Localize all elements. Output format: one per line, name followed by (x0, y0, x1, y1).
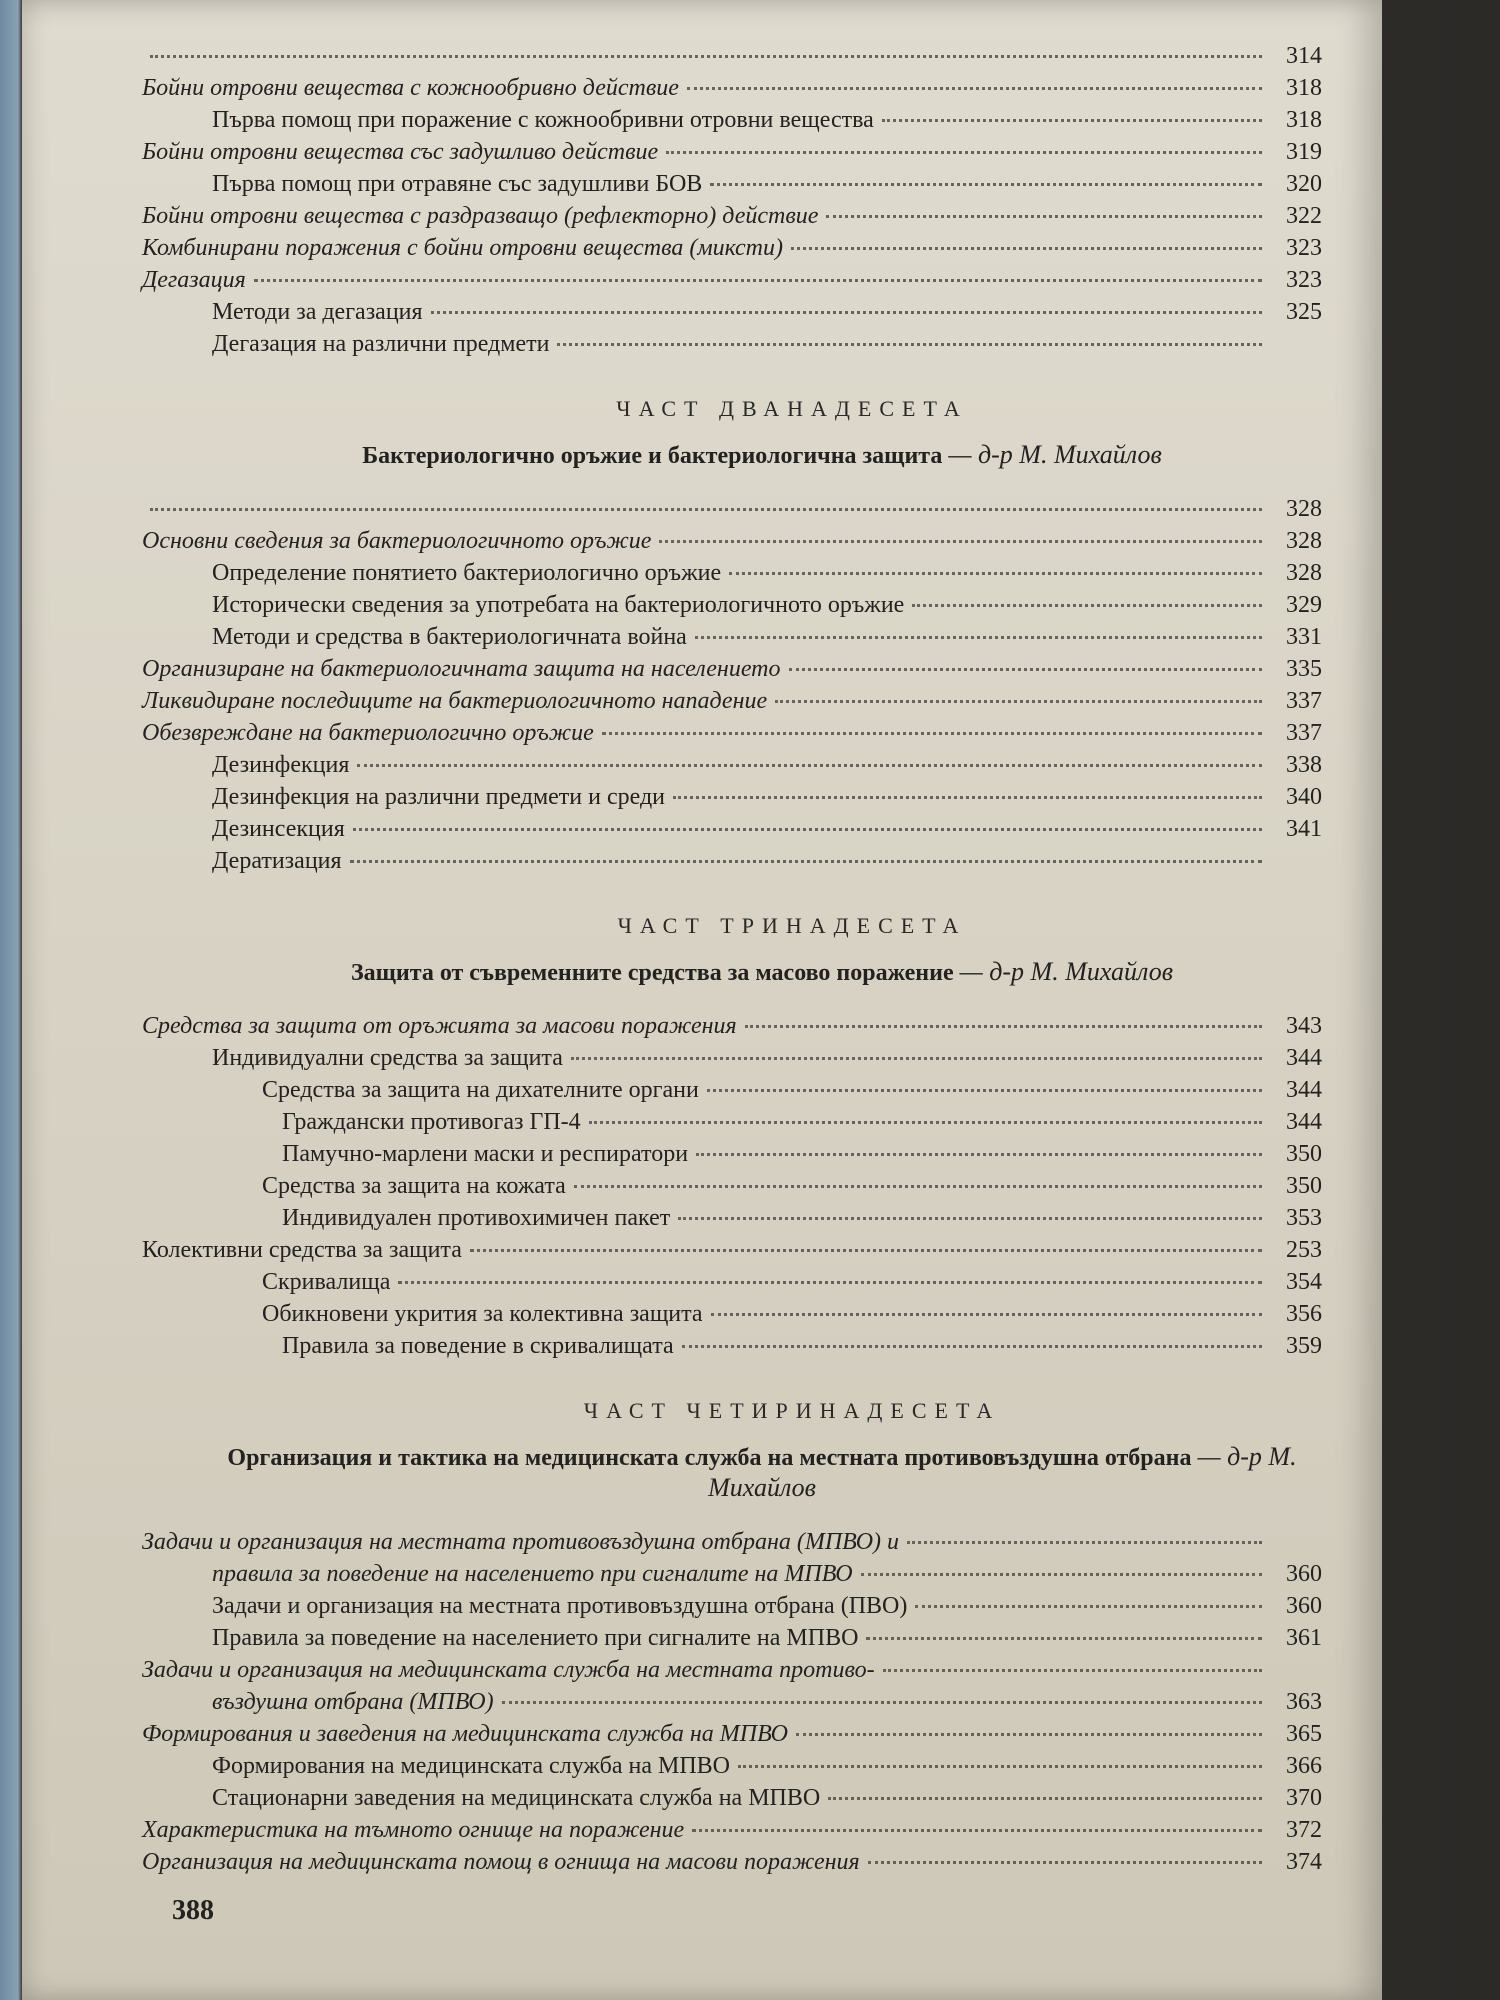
toc-entry-label: Исторически сведения за употребата на бактериологичното оръжие (212, 592, 905, 618)
toc-entry (142, 1202, 1322, 1234)
toc-entry (142, 1590, 1322, 1622)
toc-entry-page: 344 (1286, 1077, 1322, 1103)
toc-entry (142, 557, 1322, 589)
toc-entry-page: 366 (1286, 1753, 1322, 1779)
part-14-title: Организация и тактика на медицинската служба на местната противовъздушна отбрана (227, 1445, 1192, 1471)
toc-leader-dots (711, 1312, 1262, 1316)
part-14-heading: ЧАСТ ЧЕТИРИНАДЕСЕТА (583, 1398, 1001, 1423)
toc-entry-label: Бойни отровни вещества със задушливо действие (142, 139, 659, 165)
table-of-contents (142, 40, 1322, 1960)
toc-entry-label: Стационарни заведения на медицинската служба на МПВО (212, 1785, 821, 1811)
toc-leader-dots (357, 763, 1262, 767)
toc-leader-dots (687, 86, 1262, 90)
toc-entry-label: въздушна отбрана (МПВО) (212, 1689, 494, 1715)
toc-entry-page: 360 (1286, 1561, 1322, 1587)
toc-leader-dots (431, 310, 1262, 314)
toc-entry (142, 1170, 1322, 1202)
toc-entry (142, 232, 1322, 264)
toc-leader-dots (828, 1796, 1262, 1800)
toc-entry-label: Задачи и организация на местната противовъздушна отбрана (МПВО) и (142, 1529, 900, 1555)
toc-entry-page: 319 (1286, 139, 1322, 165)
toc-entry-page: 370 (1286, 1785, 1322, 1811)
toc-entry (142, 653, 1322, 685)
toc-leader-dots (710, 182, 1262, 186)
toc-entry (142, 621, 1322, 653)
toc-entry-page: 353 (1286, 1205, 1322, 1231)
toc-leader-dots (775, 699, 1262, 703)
toc-entry-label: Първа помощ при отравяне със задушливи БОВ (212, 171, 703, 197)
toc-entry-label: Характеристика на тъмното огнище на поражение (142, 1817, 685, 1843)
toc-entry-label: Задачи и организация на местната противовъздушна отбрана (ПВО) (212, 1593, 908, 1619)
toc-entry-page: 340 (1286, 784, 1322, 810)
toc-entry (142, 781, 1322, 813)
part-13-heading: ЧАСТ ТРИНАДЕСЕТА (617, 913, 967, 938)
toc-entry (142, 1042, 1322, 1074)
toc-leader-dots (695, 635, 1262, 639)
toc-entry (142, 168, 1322, 200)
toc-entry (142, 1106, 1322, 1138)
toc-entry-page: 335 (1286, 656, 1322, 682)
toc-entry (142, 72, 1322, 104)
toc-entry (142, 1622, 1322, 1654)
toc-entry (142, 717, 1322, 749)
toc-entry (142, 1074, 1322, 1106)
toc-entry-label: Обезвреждане на бактериологично оръжие (142, 720, 594, 746)
toc-entry-page: 350 (1286, 1141, 1322, 1167)
part-12-section (142, 396, 1322, 877)
toc-entry-page: 323 (1286, 267, 1322, 293)
toc-entry (142, 525, 1322, 557)
toc-entry-page: 320 (1286, 171, 1322, 197)
toc-leader-dots (915, 1604, 1262, 1608)
toc-entry-label: Дегазация (142, 267, 246, 293)
toc-entry-label: Комбинирани поражения с бойни отровни вещества (миксти) (142, 235, 783, 261)
toc-entry-label: Индивидуални средства за защита (212, 1045, 563, 1071)
toc-entry-label: Организация на медицинската помощ в огнища на масови поражения (142, 1849, 860, 1875)
toc-entry-page: 328 (1286, 560, 1322, 586)
part-12-author: — д-р М. Михайлов (948, 440, 1162, 469)
toc-entry-page: 328 (1286, 528, 1322, 554)
toc-entry-label: Методи и средства в бактериологичната война (212, 624, 687, 650)
toc-entry (142, 1686, 1322, 1718)
toc-entry-page: 337 (1286, 720, 1322, 746)
toc-entry-page: 343 (1286, 1013, 1322, 1039)
toc-leader-dots (571, 1056, 1262, 1060)
toc-entry-label: правила за поведение на населението при сигналите на МПВО (212, 1561, 853, 1587)
toc-leader-dots (557, 342, 1262, 346)
toc-entry-page: 325 (1286, 299, 1322, 325)
toc-entry-label: Средства за защита от оръжията за масови поражения (142, 1013, 737, 1039)
toc-leader-dots (912, 603, 1262, 607)
toc-entry (142, 1330, 1322, 1362)
toc-entry (142, 264, 1322, 296)
toc-leader-dots (659, 539, 1262, 543)
toc-leader-dots (789, 667, 1263, 671)
toc-leader-dots (398, 1280, 1262, 1284)
toc-entry-page: 356 (1286, 1301, 1322, 1327)
toc-entry-label: Формирования и заведения на медицинската служба на МПВО (142, 1721, 788, 1747)
toc-entry-page: 318 (1286, 107, 1322, 133)
toc-entry (142, 1654, 1322, 1686)
toc-entry-label: Средства за защита на дихателните органи (262, 1077, 699, 1103)
toc-entry (142, 1138, 1322, 1170)
toc-leader-dots (868, 1860, 1262, 1864)
toc-entry (142, 1558, 1322, 1590)
part-13-section (142, 913, 1322, 1362)
toc-leader-dots (678, 1216, 1262, 1220)
toc-entry-label: Първа помощ при поражение с кожнообривни отровни вещества (212, 107, 874, 133)
toc-entry-page: 361 (1286, 1625, 1322, 1651)
toc-entry-page: 322 (1286, 203, 1322, 229)
toc-entry-page: 337 (1286, 688, 1322, 714)
part-14-author: — д-р М. Михайлов (708, 1442, 1297, 1502)
part-14-entry-list (142, 1526, 1322, 1878)
part-13-entry-list (142, 1010, 1322, 1362)
toc-leader-dots (796, 1732, 1262, 1736)
top-entry-list (142, 40, 1322, 360)
toc-entry (142, 104, 1322, 136)
toc-entry-label: Дезинсекция (212, 816, 345, 842)
toc-leader-dots (353, 827, 1262, 831)
toc-entry-label: Средства за защита на кожата (262, 1173, 566, 1199)
toc-leader-dots (826, 214, 1262, 218)
toc-leader-dots (861, 1572, 1262, 1576)
toc-entry (142, 296, 1322, 328)
toc-entry-page: 350 (1286, 1173, 1322, 1199)
toc-entry-label: Дезинфекция (212, 752, 350, 778)
toc-entry (142, 813, 1322, 845)
toc-entry-label: Задачи и организация на медицинската служба на местната противо- (142, 1657, 875, 1683)
toc-entry-page: 360 (1286, 1593, 1322, 1619)
toc-entry-page: 331 (1286, 624, 1322, 650)
toc-entry (142, 493, 1322, 525)
page-number: 388 (172, 1895, 214, 1926)
toc-entry-page: 328 (1286, 496, 1322, 522)
toc-leader-dots (696, 1152, 1262, 1156)
part-13-author: — д-р М. Михайлов (959, 957, 1173, 986)
toc-entry-label: Правила за поведение на населението при сигналите на МПВО (212, 1625, 859, 1651)
toc-entry-page: 341 (1286, 816, 1322, 842)
toc-leader-dots (150, 54, 1262, 58)
toc-entry-page: 354 (1286, 1269, 1322, 1295)
toc-entry-label: Бойни отровни вещества с раздразващо (рефлекторно) действие (142, 203, 819, 229)
toc-entry (142, 200, 1322, 232)
toc-leader-dots (692, 1828, 1262, 1832)
toc-entry-label: Скривалища (262, 1269, 391, 1295)
toc-leader-dots (150, 507, 1262, 511)
toc-entry-label: Бойни отровни вещества с кожнообривно действие (142, 75, 679, 101)
toc-entry-label: Обикновени укрития за колективна защита (262, 1301, 703, 1327)
part-12-title-line (202, 440, 1322, 471)
toc-entry-label: Колективни средства за защита (142, 1237, 462, 1263)
toc-entry-page: 374 (1286, 1849, 1322, 1875)
toc-entry-label: Граждански противогаз ГП-4 (282, 1109, 581, 1135)
part-13-title: Защита от съвременните средства за масово поражение (350, 960, 954, 986)
part-14-title-line (202, 1442, 1322, 1504)
toc-entry-page: 318 (1286, 75, 1322, 101)
toc-entry-page: 344 (1286, 1109, 1322, 1135)
toc-entry-label: Дератизация (212, 848, 342, 874)
toc-leader-dots (589, 1120, 1262, 1124)
toc-entry-page: 365 (1286, 1721, 1322, 1747)
part-12-title: Бактериологично оръжие и бактериологична защита (362, 443, 943, 469)
toc-entry (142, 1010, 1322, 1042)
toc-leader-dots (682, 1344, 1262, 1348)
toc-entry-label: Методи за дегазация (212, 299, 423, 325)
toc-top-section (142, 40, 1322, 360)
toc-entry (142, 328, 1322, 360)
toc-leader-dots (866, 1636, 1262, 1640)
part-14-section (142, 1398, 1322, 1878)
toc-leader-dots (729, 571, 1262, 575)
toc-entry (142, 1266, 1322, 1298)
toc-entry-label: Индивидуален противохимичен пакет (282, 1205, 671, 1231)
toc-entry-label: Дегазация на различни предмети (212, 331, 550, 357)
toc-leader-dots (738, 1764, 1262, 1768)
toc-leader-dots (907, 1540, 1262, 1544)
toc-leader-dots (791, 246, 1262, 250)
toc-leader-dots (666, 150, 1262, 154)
toc-entry-page: 338 (1286, 752, 1322, 778)
toc-entry (142, 1814, 1322, 1846)
toc-entry-page: 314 (1286, 43, 1322, 69)
toc-leader-dots (882, 118, 1262, 122)
toc-entry-label: Формирования на медицинската служба на МПВО (212, 1753, 730, 1779)
toc-entry-page: 363 (1286, 1689, 1322, 1715)
toc-entry (142, 1846, 1322, 1878)
toc-entry-label: Дезинфекция на различни предмети и среди (212, 784, 666, 810)
toc-entry (142, 1718, 1322, 1750)
toc-entry (142, 589, 1322, 621)
toc-leader-dots (502, 1700, 1262, 1704)
toc-entry (142, 749, 1322, 781)
toc-entry (142, 1750, 1322, 1782)
toc-entry (142, 1526, 1322, 1558)
toc-entry-page: 372 (1286, 1817, 1322, 1843)
toc-entry (142, 1782, 1322, 1814)
toc-leader-dots (470, 1248, 1262, 1252)
toc-leader-dots (673, 795, 1262, 799)
toc-entry-page: 253 (1286, 1237, 1322, 1263)
part-12-heading: ЧАСТ ДВАНАДЕСЕТА (616, 396, 968, 421)
toc-entry (142, 1234, 1322, 1266)
toc-leader-dots (883, 1668, 1262, 1672)
toc-entry-label: Памучно-марлени маски и респиратори (282, 1141, 689, 1167)
toc-entry (142, 1298, 1322, 1330)
toc-leader-dots (254, 278, 1262, 282)
toc-entry-label: Основни сведения за бактериологичното оръжие (142, 528, 652, 554)
toc-leader-dots (707, 1088, 1262, 1092)
toc-leader-dots (602, 731, 1262, 735)
toc-entry-label: Определение понятието бактериологично оръжие (212, 560, 722, 586)
part-12-entry-list (142, 493, 1322, 877)
toc-entry-page: 344 (1286, 1045, 1322, 1071)
toc-entry (142, 685, 1322, 717)
toc-leader-dots (745, 1024, 1262, 1028)
part-13-title-line (202, 957, 1322, 988)
toc-leader-dots (574, 1184, 1262, 1188)
toc-entry-page: 323 (1286, 235, 1322, 261)
toc-entry-label: Ликвидиране последиците на бактериологичното нападение (142, 688, 768, 714)
toc-entry-page: 329 (1286, 592, 1322, 618)
toc-entry-page: 359 (1286, 1333, 1322, 1359)
toc-entry (142, 136, 1322, 168)
book-page (22, 0, 1382, 2000)
toc-entry-label: Правила за поведение в скривалищата (282, 1333, 674, 1359)
toc-entry-label: Организиране на бактериологичната защита на населението (142, 656, 781, 682)
toc-entry (142, 845, 1322, 877)
toc-entry (142, 40, 1322, 72)
toc-leader-dots (350, 859, 1262, 863)
